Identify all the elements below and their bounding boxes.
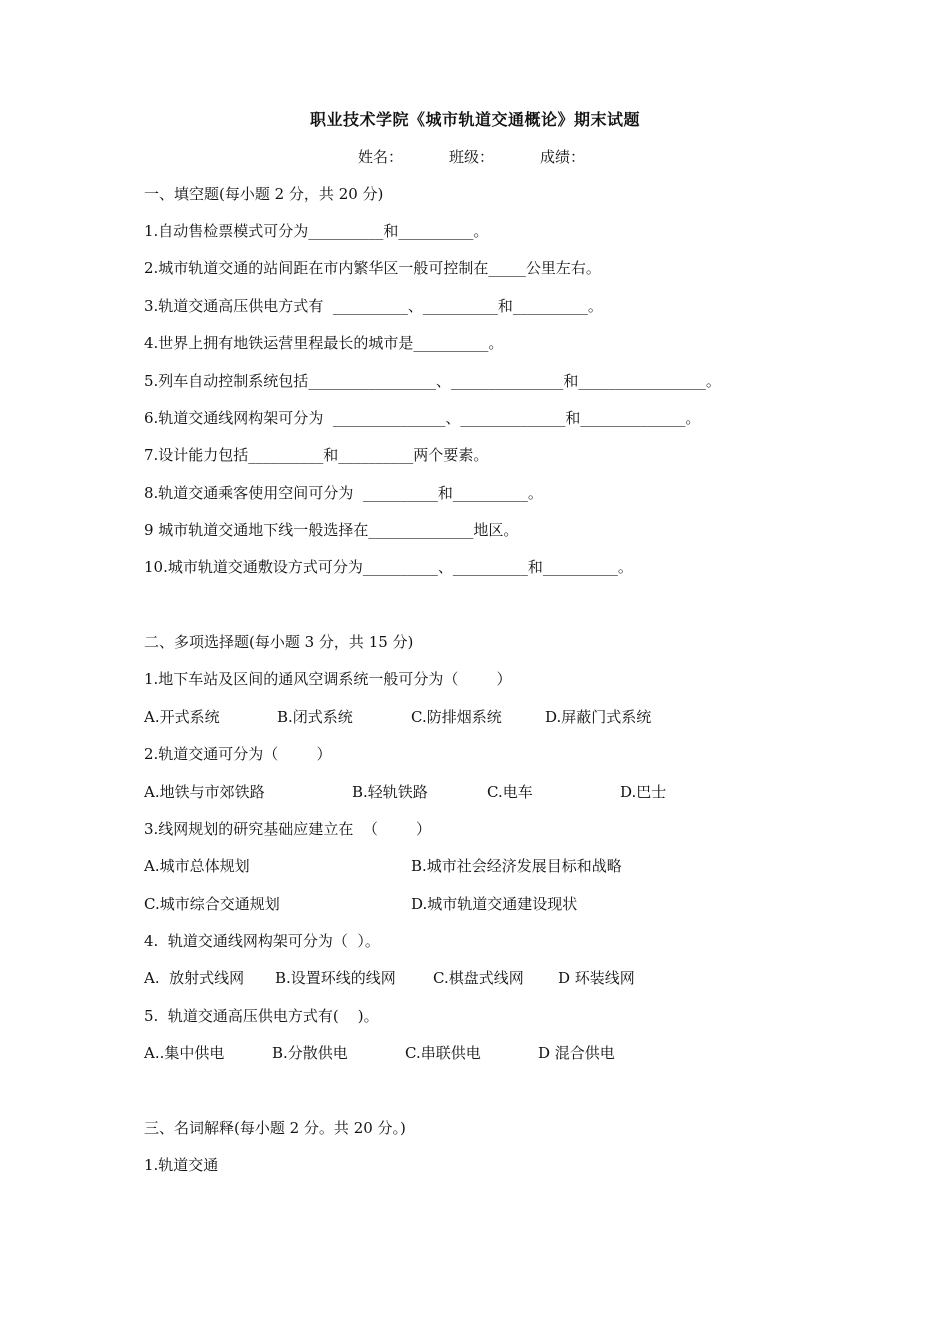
- choice-option-a: A.开式系统: [144, 708, 220, 726]
- choice-option-c: C.电车: [487, 783, 533, 801]
- fill-question: 6.轨道交通线网构架可分为 _______________、______________和______________。: [144, 409, 701, 427]
- choice-question-stem: 4. 轨道交通线网构架可分为（ ）。: [144, 932, 380, 950]
- choice-option-d: D 环装线网: [558, 969, 635, 987]
- fill-question: 9 城市轨道交通地下线一般选择在______________地区。: [144, 521, 519, 539]
- fill-question: 7.设计能力包括__________和__________两个要素。: [144, 446, 489, 464]
- fill-question: 4.世界上拥有地铁运营里程最长的城市是__________。: [144, 334, 504, 352]
- choice-option-b: B.设置环线的线网: [275, 969, 396, 987]
- fill-question: 2.城市轨道交通的站间距在市内繁华区一般可控制在_____公里左右。: [144, 259, 601, 277]
- fill-question: 3.轨道交通高压供电方式有 __________、__________和__________。: [144, 297, 603, 315]
- choice-question-stem: 2.轨道交通可分为（ ）: [144, 745, 332, 763]
- choice-option-d: D.巴士: [620, 783, 667, 801]
- choice-option-a: A.城市总体规划: [144, 857, 250, 875]
- choice-option-d: D.城市轨道交通建设现状: [411, 895, 578, 913]
- class-field-label: 班级：: [449, 148, 495, 166]
- choice-option-b: B.城市社会经济发展目标和战略: [411, 857, 622, 875]
- choice-option-b: B.分散供电: [272, 1044, 348, 1062]
- choice-question-stem: 5. 轨道交通高压供电方式有( )。: [144, 1007, 379, 1025]
- choice-option-c: C.串联供电: [405, 1044, 481, 1062]
- fill-question: 8.轨道交通乘客使用空间可分为 __________和__________。: [144, 484, 543, 502]
- section1-heading: 一、填空题(每小题 2 分，共 20 分): [144, 185, 384, 203]
- choice-option-d: D 混合供电: [538, 1044, 615, 1062]
- choice-question-stem: 3.线网规划的研究基础应建立在 （ ）: [144, 820, 431, 838]
- choice-option-c: C.防排烟系统: [411, 708, 502, 726]
- choice-question-stem: 1.地下车站及区间的通风空调系统一般可分为（ ）: [144, 670, 512, 688]
- score-field-label: 成绩：: [540, 148, 586, 166]
- exam-title: 职业技术学院《城市轨道交通概论》期末试题: [309, 110, 640, 129]
- section3-heading: 三、名词解释(每小题 2 分。共 20 分。): [144, 1119, 406, 1137]
- fill-question: 5.列车自动控制系统包括_________________、_______________和_________________。: [144, 372, 721, 390]
- choice-option-a: A..集中供电: [144, 1044, 225, 1062]
- choice-option-a: A.地铁与市郊铁路: [144, 783, 265, 801]
- fill-question: 10.城市轨道交通敷设方式可分为__________、__________和__________。: [144, 558, 633, 576]
- term-question: 1.轨道交通: [144, 1156, 219, 1174]
- choice-option-c: C.城市综合交通规划: [144, 895, 280, 913]
- choice-option-d: D.屏蔽门式系统: [545, 708, 652, 726]
- choice-option-b: B.轻轨铁路: [352, 783, 428, 801]
- fill-question: 1.自动售检票模式可分为__________和__________。: [144, 222, 489, 240]
- choice-option-b: B.闭式系统: [277, 708, 353, 726]
- choice-option-c: C.棋盘式线网: [433, 969, 524, 987]
- choice-option-a: A. 放射式线网: [144, 969, 245, 987]
- name-field-label: 姓名：: [358, 148, 404, 166]
- section2-heading: 二、多项选择题(每小题 3 分，共 15 分): [144, 633, 414, 651]
